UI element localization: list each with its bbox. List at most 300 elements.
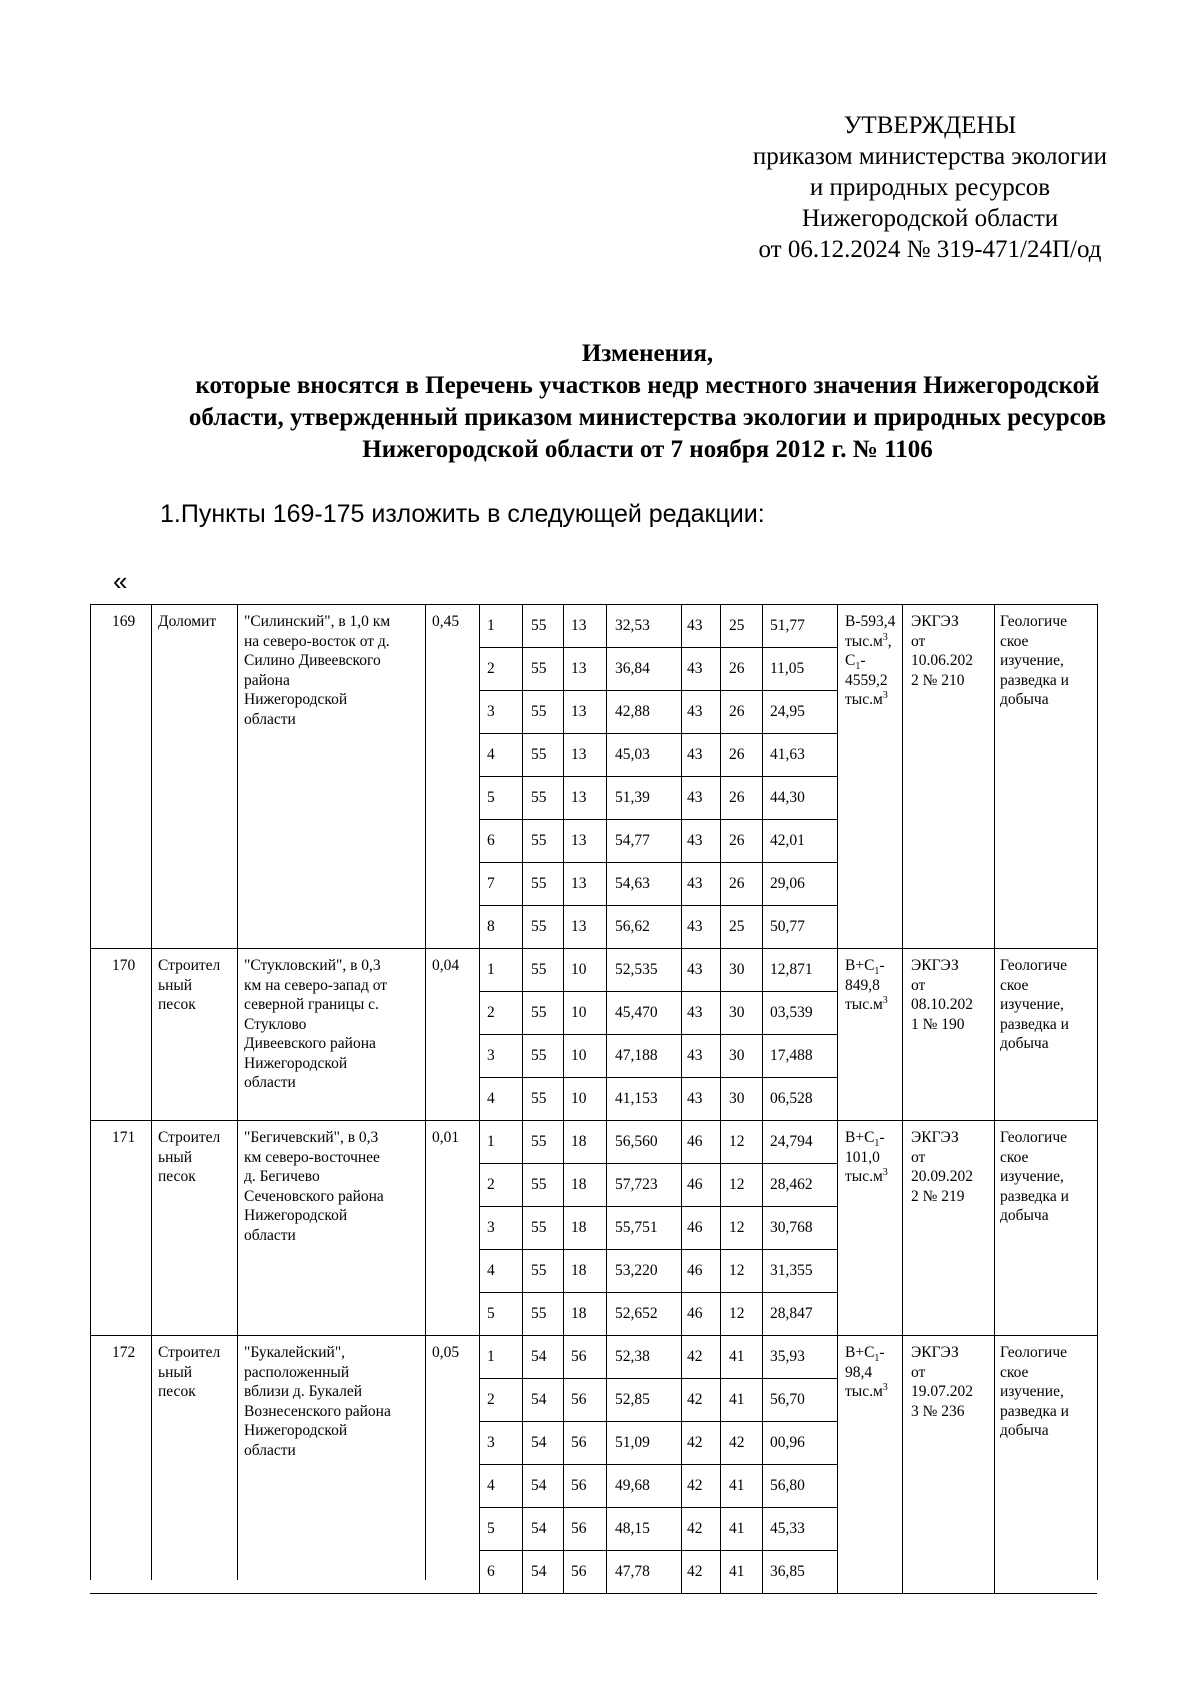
coordinate-value: 36,85 bbox=[770, 1563, 805, 1580]
approval-line: Нижегородской области bbox=[801, 205, 1059, 232]
coordinate-value: 18 bbox=[571, 1305, 587, 1322]
table-border bbox=[237, 604, 238, 1580]
point-number: 4 bbox=[487, 746, 495, 763]
usage-type: ское bbox=[1000, 976, 1029, 994]
approval-reference: ЭКГЭЗ bbox=[911, 1129, 959, 1146]
coordinate-value: 46 bbox=[687, 1262, 703, 1279]
coordinate-value: 42,88 bbox=[615, 703, 650, 720]
reserves-value: $тыс.м^3$ bbox=[845, 994, 888, 1013]
coordinate-value: 43 bbox=[687, 789, 703, 806]
coordinate-value: 12 bbox=[729, 1305, 745, 1322]
reserves-value: 849,8 bbox=[845, 976, 880, 994]
coordinate-value: 51,09 bbox=[615, 1434, 650, 1451]
site-description: Дивеевского района bbox=[244, 1035, 376, 1052]
approval-line: приказом министерства экологии bbox=[752, 143, 1108, 170]
intro-paragraph: 1.Пункты 169-175 изложить в следующей редакции: bbox=[160, 500, 765, 528]
coordinate-value: 49,68 bbox=[615, 1477, 650, 1494]
coordinate-value: 13 bbox=[571, 789, 587, 806]
coordinate-value: 10 bbox=[571, 1090, 587, 1107]
usage-type: ское bbox=[1000, 1148, 1029, 1166]
coordinate-value: 43 bbox=[687, 875, 703, 892]
coordinate-value: 46 bbox=[687, 1219, 703, 1236]
point-number: 3 bbox=[487, 703, 495, 720]
table-border bbox=[479, 1206, 837, 1207]
coordinate-value: 29,06 bbox=[770, 875, 805, 892]
coordinate-value: 55 bbox=[531, 1262, 547, 1279]
coordinate-value: 13 bbox=[571, 617, 587, 634]
coordinate-value: 17,488 bbox=[770, 1047, 813, 1064]
site-description: "Бегичевский", в 0,3 bbox=[244, 1129, 379, 1146]
table-border bbox=[563, 1120, 564, 1335]
coordinate-value: 55 bbox=[531, 1305, 547, 1322]
site-description: северной границы с. bbox=[244, 996, 379, 1013]
reserves-value: 98,4 bbox=[845, 1363, 873, 1381]
table-border bbox=[563, 948, 564, 1120]
coordinate-value: 42 bbox=[687, 1434, 703, 1451]
coordinate-value: 48,15 bbox=[615, 1520, 650, 1537]
coordinate-value: 55 bbox=[531, 746, 547, 763]
coordinate-value: 11,05 bbox=[770, 660, 805, 677]
reserves-value: B-593,4 bbox=[845, 613, 896, 630]
usage-type: Геологиче bbox=[1000, 1129, 1068, 1146]
table-border bbox=[762, 1335, 763, 1593]
usage-type: изучение, bbox=[1000, 1168, 1064, 1185]
coordinate-value: 43 bbox=[687, 1047, 703, 1064]
coordinate-value: 18 bbox=[571, 1262, 587, 1279]
table-border bbox=[479, 776, 837, 777]
site-description: области bbox=[244, 1441, 296, 1459]
site-description: расположенный bbox=[244, 1363, 350, 1381]
table-border bbox=[479, 690, 837, 691]
site-area: 0,45 bbox=[432, 613, 460, 630]
coordinate-value: 56,560 bbox=[615, 1133, 658, 1150]
table-border bbox=[902, 604, 903, 948]
coordinate-value: 55 bbox=[531, 1133, 547, 1150]
site-description: области bbox=[244, 1226, 296, 1244]
coordinate-value: 56 bbox=[571, 1477, 587, 1494]
coordinate-value: 41,63 bbox=[770, 746, 805, 763]
site-description: на северо-восток от д. bbox=[244, 632, 390, 650]
coordinate-value: 55 bbox=[531, 660, 547, 677]
coordinate-value: 13 bbox=[571, 703, 587, 720]
table-border bbox=[479, 1163, 837, 1164]
coordinate-value: 41 bbox=[729, 1563, 745, 1580]
table-border bbox=[902, 948, 903, 1120]
reserves-value: $B+C_1-$ bbox=[845, 957, 885, 978]
table-border bbox=[994, 1335, 995, 1593]
table-border bbox=[90, 1120, 1097, 1121]
table-border bbox=[90, 1335, 1097, 1336]
coordinate-value: 30 bbox=[729, 961, 745, 978]
heading-line: Нижегородской области от 7 ноября 2012 г. № 1106 bbox=[362, 436, 933, 463]
coordinate-value: 25 bbox=[729, 617, 745, 634]
approval-reference: 10.06.202 bbox=[911, 652, 973, 669]
table-border bbox=[720, 948, 721, 1120]
coordinate-value: 55 bbox=[531, 832, 547, 849]
point-number: 1 bbox=[487, 617, 495, 634]
coordinate-value: 28,847 bbox=[770, 1305, 813, 1322]
table-border bbox=[479, 733, 837, 734]
table-border bbox=[762, 948, 763, 1120]
reserves-value: $тыс.м^3$ bbox=[845, 689, 888, 708]
site-description: Нижегородской bbox=[244, 1207, 348, 1224]
reserves-value: $тыс.м^3$, bbox=[845, 631, 892, 650]
mineral-type: ьный bbox=[158, 1148, 193, 1166]
coordinate-value: 42 bbox=[687, 1520, 703, 1537]
reserves-value: $C_1-$ bbox=[845, 652, 866, 673]
coordinate-value: 54 bbox=[531, 1520, 547, 1537]
reserves-value: $B+C_1-$ bbox=[845, 1344, 885, 1365]
table-border bbox=[837, 604, 838, 948]
coordinate-value: 42 bbox=[687, 1348, 703, 1365]
coordinate-value: 51,77 bbox=[770, 617, 805, 634]
coordinate-value: 56 bbox=[571, 1563, 587, 1580]
reserves-value: $B+C_1-$ bbox=[845, 1129, 885, 1150]
coordinate-value: 13 bbox=[571, 660, 587, 677]
site-description: Нижегородской bbox=[244, 691, 348, 708]
site-description: "Букалейский", bbox=[244, 1344, 346, 1361]
coordinate-value: 55 bbox=[531, 875, 547, 892]
table-border bbox=[479, 1077, 837, 1078]
coordinate-value: 41 bbox=[729, 1391, 745, 1408]
mineral-type: ьный bbox=[158, 1363, 193, 1381]
coordinate-value: 45,03 bbox=[615, 746, 650, 763]
point-number: 5 bbox=[487, 1520, 495, 1537]
coordinate-value: 42 bbox=[687, 1477, 703, 1494]
coordinate-value: 54 bbox=[531, 1391, 547, 1408]
coordinate-value: 13 bbox=[571, 918, 587, 935]
usage-type: разведка и bbox=[1000, 671, 1069, 689]
site-description: вблизи д. Букалей bbox=[244, 1383, 363, 1400]
coordinate-value: 12 bbox=[729, 1133, 745, 1150]
table-border bbox=[681, 1120, 682, 1335]
table-border bbox=[90, 1593, 1097, 1594]
coordinate-value: 42,01 bbox=[770, 832, 805, 849]
approval-reference: 2 № 210 bbox=[911, 671, 965, 689]
table-border bbox=[902, 1120, 903, 1335]
coordinate-value: 56 bbox=[571, 1434, 587, 1451]
table-border bbox=[479, 991, 837, 992]
table-border bbox=[479, 1507, 837, 1508]
table-border bbox=[1097, 604, 1098, 1580]
table-border bbox=[994, 1120, 995, 1335]
mineral-type: песок bbox=[158, 1383, 196, 1400]
table-border bbox=[425, 604, 426, 1580]
mineral-type: песок bbox=[158, 996, 196, 1013]
coordinate-value: 55 bbox=[531, 1090, 547, 1107]
coordinate-value: 13 bbox=[571, 746, 587, 763]
site-description: д. Бегичево bbox=[244, 1168, 320, 1185]
entry-number: 172 bbox=[112, 1344, 136, 1361]
coordinate-value: 43 bbox=[687, 617, 703, 634]
coordinate-value: 41 bbox=[729, 1348, 745, 1365]
table-border bbox=[606, 1335, 607, 1593]
coordinate-value: 43 bbox=[687, 660, 703, 677]
table-border bbox=[479, 948, 480, 1120]
mineral-type: Строител bbox=[158, 1344, 221, 1361]
approval-reference: от bbox=[911, 632, 926, 650]
coordinate-value: 55 bbox=[531, 918, 547, 935]
reserves-value: 4559,2 bbox=[845, 671, 888, 689]
coordinate-value: 55 bbox=[531, 1219, 547, 1236]
entry-number: 171 bbox=[112, 1129, 136, 1146]
approval-reference: 08.10.202 bbox=[911, 996, 973, 1013]
heading-line: которые вносятся в Перечень участков недр местного значения Нижегородской bbox=[195, 372, 1100, 399]
coordinate-value: 43 bbox=[687, 961, 703, 978]
point-number: 2 bbox=[487, 1391, 495, 1408]
point-number: 3 bbox=[487, 1434, 495, 1451]
coordinate-value: 44,30 bbox=[770, 789, 805, 806]
coordinate-value: 54 bbox=[531, 1434, 547, 1451]
point-number: 2 bbox=[487, 1004, 495, 1021]
site-description: "Стукловский", в 0,3 bbox=[244, 957, 381, 974]
heading-line: Изменения, bbox=[581, 340, 714, 367]
coordinate-value: 56,62 bbox=[615, 918, 650, 935]
coordinate-value: 55 bbox=[531, 617, 547, 634]
approval-line: УТВЕРЖДЕНЫ bbox=[843, 112, 1017, 139]
coordinate-value: 54 bbox=[531, 1477, 547, 1494]
table-border bbox=[762, 1120, 763, 1335]
approval-reference: ЭКГЭЗ bbox=[911, 957, 959, 974]
usage-type: разведка и bbox=[1000, 1402, 1069, 1420]
table-border bbox=[90, 604, 1097, 605]
coordinate-value: 00,96 bbox=[770, 1434, 805, 1451]
coordinate-value: 30 bbox=[729, 1090, 745, 1107]
point-number: 1 bbox=[487, 961, 495, 978]
site-area: 0,04 bbox=[432, 957, 460, 974]
coordinate-value: 12 bbox=[729, 1262, 745, 1279]
site-description: Нижегородской bbox=[244, 1422, 348, 1439]
table-border bbox=[479, 1249, 837, 1250]
table-border bbox=[479, 1550, 837, 1551]
mineral-type: песок bbox=[158, 1168, 196, 1185]
coordinate-value: 57,723 bbox=[615, 1176, 658, 1193]
coordinate-value: 18 bbox=[571, 1219, 587, 1236]
coordinate-value: 43 bbox=[687, 746, 703, 763]
coordinate-value: 26 bbox=[729, 746, 745, 763]
coordinate-value: 54,63 bbox=[615, 875, 650, 892]
point-number: 5 bbox=[487, 1305, 495, 1322]
table-border bbox=[681, 604, 682, 948]
usage-type: Геологиче bbox=[1000, 1344, 1068, 1361]
approval-reference: ЭКГЭЗ bbox=[911, 1344, 959, 1361]
coordinate-value: 55 bbox=[531, 1004, 547, 1021]
approval-line: и природных ресурсов bbox=[809, 174, 1051, 201]
table-border bbox=[994, 604, 995, 948]
site-description: Стуклово bbox=[244, 1015, 307, 1033]
table-border bbox=[681, 948, 682, 1120]
table-border bbox=[762, 604, 763, 948]
usage-type: разведка и bbox=[1000, 1015, 1069, 1033]
coordinate-value: 47,78 bbox=[615, 1563, 650, 1580]
coordinate-value: 52,652 bbox=[615, 1305, 658, 1322]
point-number: 4 bbox=[487, 1477, 495, 1494]
coordinate-value: 26 bbox=[729, 703, 745, 720]
table-border bbox=[563, 604, 564, 948]
coordinate-value: 52,535 bbox=[615, 961, 658, 978]
site-description: Силино Дивеевского bbox=[244, 652, 381, 669]
coordinate-value: 55 bbox=[531, 1176, 547, 1193]
site-description: Сеченовского района bbox=[244, 1187, 384, 1205]
approval-reference: 20.09.202 bbox=[911, 1168, 973, 1185]
coordinate-value: 18 bbox=[571, 1133, 587, 1150]
coordinate-value: 45,470 bbox=[615, 1004, 658, 1021]
coordinate-value: 30 bbox=[729, 1004, 745, 1021]
coordinate-value: 41 bbox=[729, 1477, 745, 1494]
coordinate-value: 30,768 bbox=[770, 1219, 813, 1236]
coordinate-value: 32,53 bbox=[615, 617, 650, 634]
coordinate-value: 55,751 bbox=[615, 1219, 658, 1236]
point-number: 1 bbox=[487, 1348, 495, 1365]
usage-type: ское bbox=[1000, 632, 1029, 650]
approval-reference: 19.07.202 bbox=[911, 1383, 973, 1400]
coordinate-value: 26 bbox=[729, 832, 745, 849]
table-border bbox=[90, 948, 1097, 949]
table-border bbox=[837, 1120, 838, 1335]
table-border bbox=[681, 1335, 682, 1593]
coordinate-value: 26 bbox=[729, 875, 745, 892]
coordinate-value: 43 bbox=[687, 1090, 703, 1107]
usage-type: изучение, bbox=[1000, 652, 1064, 669]
coordinate-value: 13 bbox=[571, 832, 587, 849]
opening-quote: « bbox=[113, 566, 128, 596]
approval-reference: 3 № 236 bbox=[911, 1402, 965, 1420]
approval-reference: от bbox=[911, 976, 926, 994]
site-description: Нижегородской bbox=[244, 1054, 348, 1072]
approval-line: от 06.12.2024 № 319-471/24П/од bbox=[758, 236, 1102, 263]
coordinate-value: 53,220 bbox=[615, 1262, 658, 1279]
table-border bbox=[90, 604, 91, 1580]
coordinate-value: 10 bbox=[571, 961, 587, 978]
table-border bbox=[720, 604, 721, 948]
usage-type: ское bbox=[1000, 1363, 1029, 1381]
point-number: 3 bbox=[487, 1219, 495, 1236]
coordinate-value: 43 bbox=[687, 1004, 703, 1021]
coordinate-value: 12 bbox=[729, 1219, 745, 1236]
table-border bbox=[479, 1421, 837, 1422]
coordinate-value: 18 bbox=[571, 1176, 587, 1193]
point-number: 6 bbox=[487, 1563, 495, 1580]
approval-reference: ЭКГЭЗ bbox=[911, 613, 959, 630]
coordinate-value: 24,95 bbox=[770, 703, 805, 720]
table-border bbox=[479, 604, 480, 948]
coordinate-value: 54,77 bbox=[615, 832, 650, 849]
table-border bbox=[479, 1292, 837, 1293]
site-description: "Силинский", в 1,0 км bbox=[244, 613, 391, 630]
table-border bbox=[522, 1335, 523, 1593]
usage-type: Геологиче bbox=[1000, 957, 1068, 974]
table-border bbox=[479, 905, 837, 906]
point-number: 8 bbox=[487, 918, 495, 935]
table-border bbox=[479, 1120, 480, 1335]
coordinate-value: 26 bbox=[729, 789, 745, 806]
coordinate-value: 12 bbox=[729, 1176, 745, 1193]
table-border bbox=[522, 948, 523, 1120]
table-border bbox=[563, 1335, 564, 1593]
approval-reference: от bbox=[911, 1363, 926, 1381]
usage-type: добыча bbox=[1000, 1207, 1049, 1224]
coordinate-value: 35,93 bbox=[770, 1348, 805, 1365]
approval-stamp bbox=[700, 110, 1160, 265]
coordinate-value: 43 bbox=[687, 918, 703, 935]
heading-line: области, утвержденный приказом министерства экологии и природных ресурсов bbox=[188, 404, 1107, 431]
coordinate-value: 43 bbox=[687, 832, 703, 849]
point-number: 2 bbox=[487, 660, 495, 677]
table-border bbox=[720, 1335, 721, 1593]
table-border bbox=[479, 1335, 480, 1593]
entry-number: 169 bbox=[112, 613, 136, 630]
site-description: области bbox=[244, 1074, 296, 1091]
point-number: 2 bbox=[487, 1176, 495, 1193]
point-number: 7 bbox=[487, 875, 495, 892]
coordinate-value: 51,39 bbox=[615, 789, 650, 806]
table-border bbox=[522, 604, 523, 948]
site-area: 0,05 bbox=[432, 1344, 460, 1361]
reserves-value: $тыс.м^3$ bbox=[845, 1381, 888, 1400]
point-number: 4 bbox=[487, 1090, 495, 1107]
table-border bbox=[837, 948, 838, 1120]
site-area: 0,01 bbox=[432, 1129, 460, 1146]
coordinate-value: 56 bbox=[571, 1348, 587, 1365]
site-description: км северо-восточнее bbox=[244, 1148, 380, 1166]
coordinate-value: 56 bbox=[571, 1520, 587, 1537]
table-border bbox=[479, 1378, 837, 1379]
coordinate-value: 45,33 bbox=[770, 1520, 805, 1537]
point-number: 3 bbox=[487, 1047, 495, 1064]
coordinate-value: 55 bbox=[531, 961, 547, 978]
coordinate-value: 42 bbox=[687, 1563, 703, 1580]
table-border bbox=[606, 948, 607, 1120]
coordinate-value: 10 bbox=[571, 1047, 587, 1064]
usage-type: Геологиче bbox=[1000, 613, 1068, 630]
coordinate-value: 13 bbox=[571, 875, 587, 892]
table-border bbox=[479, 862, 837, 863]
coordinate-value: 26 bbox=[729, 660, 745, 677]
reserves-value: $тыс.м^3$ bbox=[845, 1166, 888, 1185]
coordinate-value: 36,84 bbox=[615, 660, 650, 677]
coordinate-value: 55 bbox=[531, 703, 547, 720]
coordinate-value: 24,794 bbox=[770, 1133, 813, 1150]
point-number: 4 bbox=[487, 1262, 495, 1279]
approval-reference: 2 № 219 bbox=[911, 1187, 965, 1205]
table-border bbox=[522, 1120, 523, 1335]
table-border bbox=[606, 604, 607, 948]
site-description: района bbox=[244, 671, 290, 689]
site-description: км на северо-запад от bbox=[244, 976, 388, 994]
table-border bbox=[151, 604, 152, 1580]
usage-type: разведка и bbox=[1000, 1187, 1069, 1205]
table-border bbox=[479, 1464, 837, 1465]
point-number: 5 bbox=[487, 789, 495, 806]
document-heading bbox=[100, 338, 1195, 466]
coordinate-value: 46 bbox=[687, 1176, 703, 1193]
mineral-type: Доломит bbox=[158, 613, 217, 630]
table-border bbox=[994, 948, 995, 1120]
table-border bbox=[837, 1335, 838, 1593]
site-description: области bbox=[244, 710, 296, 728]
point-number: 6 bbox=[487, 832, 495, 849]
coordinate-value: 56,70 bbox=[770, 1391, 805, 1408]
coordinate-value: 28,462 bbox=[770, 1176, 813, 1193]
coordinate-value: 12,871 bbox=[770, 961, 813, 978]
entry-number: 170 bbox=[112, 957, 136, 974]
coordinate-value: 56 bbox=[571, 1391, 587, 1408]
point-number: 1 bbox=[487, 1133, 495, 1150]
usage-type: добыча bbox=[1000, 691, 1049, 708]
coordinate-value: 52,38 bbox=[615, 1348, 650, 1365]
coordinate-value: 06,528 bbox=[770, 1090, 813, 1107]
coordinate-value: 46 bbox=[687, 1305, 703, 1322]
